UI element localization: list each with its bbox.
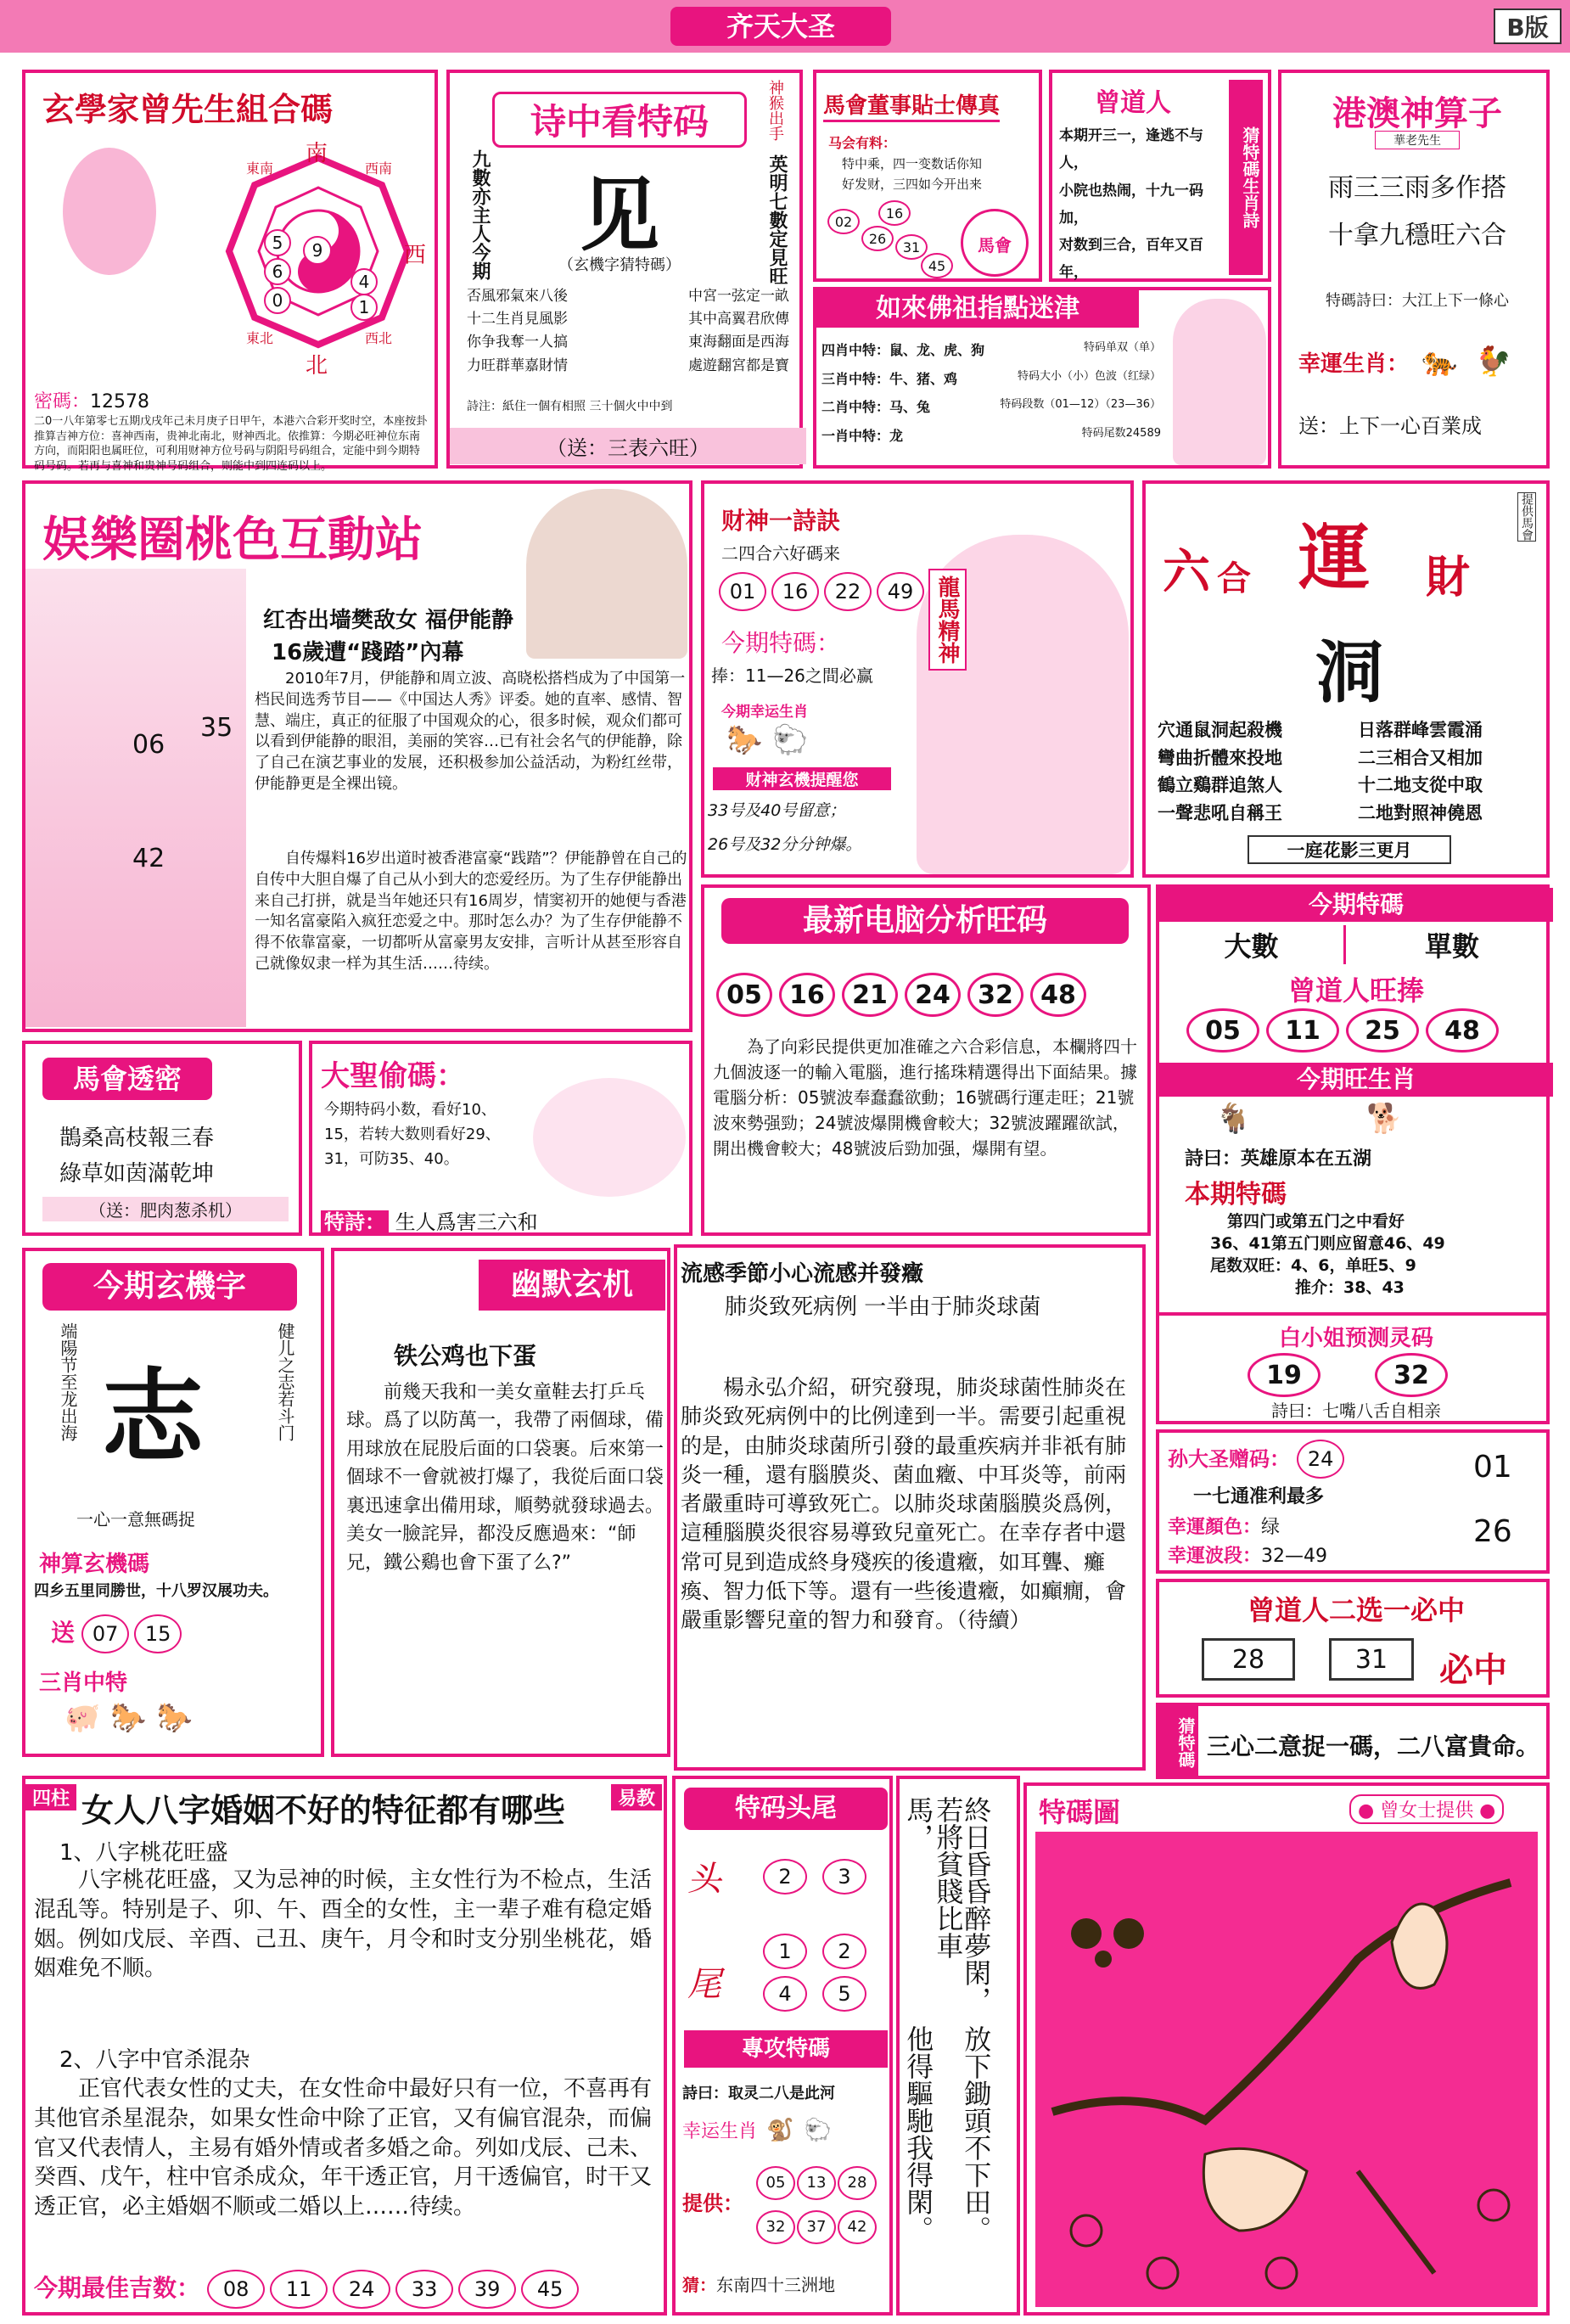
zhuangong-provide: 提供： xyxy=(682,2192,743,2215)
shizhong-col-left: 九數亦主人今期 xyxy=(469,149,491,280)
yule-title: 娱樂圈桃色互動站 xyxy=(42,513,423,568)
zengdaoren-line: 本期开三一，逢逃不与人， xyxy=(1059,127,1203,172)
dir-northwest: 西北 xyxy=(365,330,393,346)
sheep-icon: 🐑 xyxy=(804,2118,832,2143)
jinqi-ball: 05 xyxy=(1186,1008,1259,1053)
liuhe-t1: 六 xyxy=(1163,545,1210,600)
poem-line: 你争我奪一人搞 xyxy=(467,334,568,351)
panel-sundasheng xyxy=(1156,1429,1550,1574)
panel-rulai xyxy=(813,287,1271,469)
figure-number: 35 xyxy=(200,713,233,743)
youmo-body: 前幾天我和一美女童鞋去打乒乓球。爲了以防萬一，我帶了兩個球，備用球放在屁股后面的口袋裹。后來第一個球不一會就被打爆了，我從后面口袋裏迅速拿出備用球，順勢就發球過去。美女一臉詫异，都没反應過來：“師兄，鐵公鷄也會下蛋了么?” xyxy=(346,1382,664,1574)
bazi-best-row xyxy=(34,2270,581,2309)
xuanxue-text: 二0一八年第零七五期戊戌年己未月庚子日甲午，本港六合彩开奖时空，本座按卦推算吉神方位：喜神西南，贵神北南北，财神西北。依推算：今期必旺神位东南方向，而阳阳也属旺位，可利用财神方位号码与阴阳号码组合，定能中到今期特码号码。若再与喜神和贵神号码组合，则能中到四连码以上。 xyxy=(34,415,428,473)
bazi-s2: 2、八字中官杀混杂 xyxy=(59,2047,250,2073)
liuhe-lines-right xyxy=(1358,716,1483,827)
rooster-icon: 🐓 xyxy=(1475,345,1511,379)
xuanjizi-ball: 07 xyxy=(81,1614,129,1653)
zengdaoren-line: 小院也热闹，十九一码加， xyxy=(1059,182,1203,227)
diannao-ball: 05 xyxy=(716,973,772,1017)
jinqi-title: 今期特碼 xyxy=(1159,888,1553,922)
erxuanyi-box: 31 xyxy=(1329,1638,1414,1681)
liuhe-line: 十二地支從中取 xyxy=(1358,775,1483,796)
zhuangong-ball: 37 xyxy=(797,2210,836,2244)
poem-line: 十二生肖見風影 xyxy=(467,311,568,328)
caishen-ball: 16 xyxy=(771,572,819,611)
toumwei-head-ball: 3 xyxy=(822,1859,866,1895)
mahui-line: 好发财，三四如今开出来 xyxy=(842,177,983,192)
mahui-ball: 16 xyxy=(878,200,911,226)
panel-poem-cols xyxy=(896,1776,1020,2316)
poem-col: 放下鋤頭不下田。 xyxy=(960,2025,993,2243)
sundasheng-color-value: 绿 xyxy=(1261,1517,1281,1538)
caishen-reminder: 财神玄機提醒您 xyxy=(713,767,891,790)
rulai-key: 二肖中特：马、兔 xyxy=(821,399,931,416)
xuanjizi-ball: 15 xyxy=(134,1614,182,1653)
dir-southeast: 東南 xyxy=(246,160,274,177)
zhuangong-guess-text: 东南四十三洲地 xyxy=(716,2275,835,2295)
sundasheng-line: 一七通准利最多 xyxy=(1193,1486,1325,1507)
liuhe-corner: 提供馬會 xyxy=(1517,492,1536,542)
dir-north: 北 xyxy=(306,353,328,379)
bazi-best-ball: 33 xyxy=(395,2270,453,2309)
temtu-title: 特碼圖 xyxy=(1039,1796,1121,1828)
liuhe-line: 日落群峰雲霞涌 xyxy=(1358,720,1483,740)
zhuangong-ball: 13 xyxy=(797,2166,836,2200)
rulai-val: 特码尾数24589 xyxy=(1081,426,1161,440)
mahui-logo: 馬會 xyxy=(961,209,1029,277)
panel-baixiaojie xyxy=(1156,1312,1550,1424)
diannao-ball: 24 xyxy=(905,973,961,1017)
zhuangong-ball: 42 xyxy=(838,2210,877,2244)
caishen-title: 财神一詩訣 xyxy=(721,507,841,535)
bagua-number: 9 xyxy=(303,236,332,265)
dasheng-poem xyxy=(321,1205,538,1235)
bazi-best-label: 今期最佳吉数： xyxy=(34,2274,201,2302)
zhuangong-balls xyxy=(755,2161,891,2249)
gangao-lucky-label: 幸運生肖： xyxy=(1298,351,1410,377)
rulai-rows xyxy=(821,336,1161,450)
caishen-tq-label: 今期特碼： xyxy=(721,629,841,657)
liugan-title: 流感季節小心流感并發癥 xyxy=(681,1261,924,1287)
panel-yule xyxy=(22,480,692,1032)
horse-icon: 🐎 xyxy=(156,1701,193,1735)
bagua-number: 5 xyxy=(264,229,291,256)
bazi-tag-right: 易教 xyxy=(611,1784,662,1810)
liugan-body: 楊永弘介紹，研究發現，肺炎球菌性肺炎在肺炎致死病例中的比例達到一半。需要引起重視的是，由肺炎球菌所引發的最重疾病并非祇有肺炎一種，還有腦膜炎、菌血癥、中耳炎等，前兩者嚴重時可導致死亡。以肺炎球菌腦膜炎爲例，這種腦膜炎很容易導致兒童死亡。在幸存者中還常可見到造成終身殘疾的後遺癥，如耳聾、癱瘓、智力低下等。還有一些後遺癥，如癲癇，會嚴重影響兒童的智力和發育。（待續） xyxy=(681,1375,1127,1632)
zhuangong-ball: 32 xyxy=(756,2210,795,2244)
panel-liugan xyxy=(674,1244,1146,1771)
liuhe-line: 彎曲折體來投地 xyxy=(1158,747,1282,768)
shizhong-sub: （玄機字猜特碼） xyxy=(558,256,681,274)
poem-col: 他得驅馳我得閑。 xyxy=(902,2025,935,2243)
panel-toumi xyxy=(22,1041,302,1236)
zhuangong-lucky-label: 幸运生肖 xyxy=(682,2121,758,2142)
xuanxue-title: 玄學家曾先生組合碼 xyxy=(42,91,334,128)
panel-caishen xyxy=(701,480,1134,878)
dasheng-poem-label: 特詩： xyxy=(321,1210,389,1234)
bazi-best-ball: 45 xyxy=(521,2270,579,2309)
figure-number: 42 xyxy=(132,844,165,873)
bazi-tag-left: 四柱 xyxy=(25,1784,76,1810)
panel-temtu xyxy=(1023,1782,1550,2316)
diannao-ball: 16 xyxy=(779,973,835,1017)
baixiaojie-title: 白小姐预测灵码 xyxy=(1278,1326,1433,1351)
shizhong-note: 詩注：紙住一個有相照 三十個火中中到 xyxy=(467,400,673,413)
caishen-note2: 26号及32分分钟爆。 xyxy=(708,835,862,854)
pig-icon: 🐖 xyxy=(64,1701,101,1735)
brand-title: 齐天大圣 xyxy=(670,7,891,46)
baixiaojie-ball: 32 xyxy=(1375,1353,1448,1397)
celebrity-photo xyxy=(526,489,687,659)
dir-west: 西 xyxy=(404,243,427,268)
liuhe-t2: 合 xyxy=(1217,559,1251,598)
poem-col: 終日昏昏醉夢閑， xyxy=(960,1796,993,2013)
xuanjizi-t2: 神算玄機碼 xyxy=(39,1552,150,1577)
zhuangong-guess xyxy=(682,2271,835,2296)
gangao-sig: 華老先生 xyxy=(1375,131,1460,149)
sundasheng-wave-label: 幸運波段： xyxy=(1168,1546,1262,1567)
mahui-ball: 02 xyxy=(827,209,860,234)
top-bar xyxy=(0,0,1570,53)
xuanjizi-title: 今期玄機字 xyxy=(42,1263,297,1311)
liuhe-t4: 財 xyxy=(1426,553,1471,603)
bazi-best-ball: 24 xyxy=(333,2270,390,2309)
panel-caitema xyxy=(1156,1703,1550,1779)
toumwei-tail-label: 尾 xyxy=(687,1965,721,2004)
mahui-line: 特中乘，四一变数话你知 xyxy=(842,156,983,171)
mahui-label: 马会有料： xyxy=(828,135,897,151)
diannao-balls xyxy=(713,973,1090,1017)
gangao-line2: 十拿九穩旺六合 xyxy=(1328,221,1506,250)
poem-col: 若將貧賤比車馬， xyxy=(902,1796,965,1959)
zhuangong-guess-label: 猜： xyxy=(682,2275,716,2295)
bazi-best-ball: 08 xyxy=(207,2270,265,2309)
sheep-icon: 🐑 xyxy=(772,723,809,757)
zengdaoren-line: 对数到三合，百年又百年， xyxy=(1059,237,1203,282)
dasheng-title: 大聖偷碼： xyxy=(321,1059,465,1093)
caishen-ball: 49 xyxy=(877,572,924,611)
temtu-image xyxy=(1035,1832,1538,2307)
dir-southwest: 西南 xyxy=(365,160,393,177)
youmo-headline: 铁公鸡也下蛋 xyxy=(394,1342,537,1370)
rulai-val: 特码单双（单） xyxy=(1083,341,1161,354)
sundasheng-color-label: 幸運顏色： xyxy=(1168,1517,1262,1538)
sundasheng-r2: 26 xyxy=(1473,1514,1512,1549)
panel-xuanjizi xyxy=(22,1248,324,1757)
caishen-note1: 33号及40号留意； xyxy=(708,801,846,820)
youmo-title: 幽默玄机 xyxy=(479,1260,665,1311)
xuanjizi-right-vert: 健儿之志若斗门 xyxy=(275,1322,295,1441)
gangao-title: 港澳神算子 xyxy=(1332,94,1502,133)
zengdaoren-side: 猜特碼生肖詩 xyxy=(1229,80,1263,275)
temtu-provide: ● 曾女士提供 ● xyxy=(1349,1794,1504,1824)
jinqi-ball: 11 xyxy=(1266,1008,1339,1053)
jinqi-balls xyxy=(1183,1008,1502,1053)
jinqi-c2: 單數 xyxy=(1424,930,1479,963)
caishen-ball: 01 xyxy=(719,572,766,611)
avatar xyxy=(63,148,156,275)
xuanjizi-send: 送 xyxy=(51,1619,76,1647)
caishen-lucky-icons xyxy=(721,723,814,757)
jinqi-t3: 本期特碼 xyxy=(1185,1180,1287,1210)
wang-icons xyxy=(1210,1102,1408,1136)
rulai-key: 四肖中特：鼠、龙、虎、狗 xyxy=(821,342,985,358)
poem-line: 力旺群華嘉財情 xyxy=(467,356,568,374)
gangao-lucky xyxy=(1298,345,1517,379)
baixiaojie-poem: 詩曰：七嘴八舌自相亲 xyxy=(1271,1401,1441,1421)
edition-label: B版 xyxy=(1494,8,1562,44)
erxuanyi-box: 28 xyxy=(1202,1638,1295,1681)
erxuanyi-must: 必中 xyxy=(1439,1651,1507,1690)
toumi-l2: 綠草如茵滿乾坤 xyxy=(59,1161,215,1187)
jinqi-sub: 曾道人旺捧 xyxy=(1287,974,1424,1007)
caitema-text: 三心二意捉一碼，二八富貴命。 xyxy=(1207,1732,1540,1760)
shizhong-poem xyxy=(467,285,789,378)
caishen-lucky-label: 今期幸运生肖 xyxy=(721,704,808,721)
xuanjizi-send-row xyxy=(51,1614,184,1653)
sundasheng-ball: 24 xyxy=(1297,1440,1344,1479)
xuanjizi-sub: 一心一意無碼捉 xyxy=(76,1509,195,1530)
rulai-val: 特码大小（小）色波（红绿） xyxy=(1017,369,1161,383)
yule-body2: 自传爆料16岁出道时被香港富豪“践踏”？伊能静曾在自己的自传中大胆自爆了自己从小到大的恋爱经历。为了生存伊能静出来自己打拼，就是当年她还只有16周岁，情窦初开的她便与香港一知名富豪陷入疯狂恋爱之中。那时怎么办？为了生存伊能静不得不依靠富豪，一切都听从富豪男友安排，言听计从甚至形容自己就像奴隶一样为其生活……待续。 xyxy=(255,850,687,974)
dir-south: 南 xyxy=(306,141,328,166)
toumwei-tail-ball: 4 xyxy=(763,1976,807,2012)
liuhe-footer: 一庭花影三更月 xyxy=(1248,835,1451,864)
rulai-title: 如來佛祖指點迷津 xyxy=(816,290,1139,328)
toumwei-title: 特码头尾 xyxy=(684,1788,888,1830)
baixiaojie-ball: 19 xyxy=(1248,1353,1320,1397)
panel-mahui xyxy=(813,70,1042,282)
bazi-best-ball: 39 xyxy=(458,2270,516,2309)
liuhe-big: 洞 xyxy=(1315,633,1383,712)
bagua-number: 1 xyxy=(350,294,378,321)
dasheng-body: 今期特码小数，看好10、15，若转大数则看好29、31，可防35、40。 xyxy=(324,1101,501,1168)
diannao-ball: 48 xyxy=(1030,973,1086,1017)
erxuanyi-title: 曾道人二选一必中 xyxy=(1247,1594,1465,1626)
toumwei-tail-ball: 2 xyxy=(822,1934,866,1969)
sundasheng-wave-value: 32—49 xyxy=(1261,1546,1328,1567)
horse-icon: 🐎 xyxy=(110,1701,147,1735)
mahui-ball: 31 xyxy=(895,234,928,260)
bagua-number: 4 xyxy=(350,268,378,295)
xuanjizi-left-vert: 端陽节至龙出海 xyxy=(58,1322,78,1441)
liugan-sub: 肺炎致死病例 一半由于肺炎球菌 xyxy=(725,1294,1041,1320)
gangao-line1: 雨三三雨多作搭 xyxy=(1328,173,1506,203)
liuhe-line: 二三相合又相加 xyxy=(1358,747,1483,768)
panel-diannao xyxy=(701,884,1151,1236)
bagua-diagram xyxy=(212,141,427,379)
jinqi-l3: 尾数双旺：4、6，单旺5、9 xyxy=(1210,1256,1416,1275)
liuhe-line: 鶴立鷄群追煞人 xyxy=(1158,775,1282,796)
panel-youmo xyxy=(331,1248,670,1757)
monkey-figure xyxy=(533,1078,686,1197)
liuhe-line: 二地對照神僥恩 xyxy=(1358,802,1483,823)
panel-liuhe xyxy=(1142,480,1550,878)
xuanjizi-line: 四乡五里同勝世，十八罗汉展功夫。 xyxy=(34,1582,278,1600)
diannao-ball: 21 xyxy=(842,973,898,1017)
code-value: 12578 xyxy=(90,391,150,413)
liuhe-lines-left xyxy=(1158,716,1282,827)
toumwei-head-ball: 2 xyxy=(763,1859,807,1895)
buddha-figure xyxy=(1173,299,1266,465)
toumi-title: 馬會透密 xyxy=(42,1058,212,1100)
diannao-body: 為了向彩民提供更加准確之六合彩信息，本欄將四十九個波逐一的輸入電腦，進行搖珠精選得出下面結果。據電腦分析：05號波奉蠢蠢欲動；16號碼行運走旺；21號波來勢强勁；24號波爆開機會較大；32號波躍躍欲試，開出機會較大；48號波后勁加强，爆開有望。 xyxy=(713,1036,1137,1159)
mahui-ball: 26 xyxy=(861,226,894,251)
poem-line: 其中高翼君欣傳 xyxy=(688,311,789,328)
jinqi-ball: 25 xyxy=(1346,1008,1419,1053)
bikini-figure xyxy=(25,569,246,1027)
rulai-key: 一肖中特：龙 xyxy=(821,427,904,444)
sundasheng-head xyxy=(1168,1440,1347,1479)
code-line xyxy=(34,387,149,413)
panel-zengdaoren xyxy=(1049,70,1271,282)
yule-subhead: 16歲遭“踐踏”內幕 xyxy=(272,640,464,665)
caishen-poem: 二四合六好碼来 xyxy=(721,543,840,564)
zhuangong-ball: 05 xyxy=(756,2166,795,2200)
jinqi-poem: 詩曰：英雄原本在五湖 xyxy=(1185,1148,1372,1170)
dog-icon: 🐕 xyxy=(1366,1102,1403,1136)
sundasheng-color xyxy=(1168,1513,1280,1539)
toumwei-tail-ball: 1 xyxy=(763,1934,807,1969)
sundasheng-title: 孙大圣赠码： xyxy=(1168,1447,1290,1471)
dasheng-poem-text: 生人爲害三六和 xyxy=(395,1210,538,1234)
sundasheng-r1: 01 xyxy=(1473,1450,1512,1485)
shizhong-big: 见 xyxy=(579,170,659,262)
jinqi-l1: 第四门或第五门之中看好 xyxy=(1227,1212,1405,1231)
shizhong-side: 神猴出手 xyxy=(766,80,784,141)
sundasheng-wave xyxy=(1168,1541,1327,1568)
mahui-title: 馬會董事貼士傳真 xyxy=(823,88,1000,122)
jinqi-c1: 大數 xyxy=(1159,925,1346,964)
rulai-key: 三肖中特：牛、猪、鸡 xyxy=(821,370,958,387)
liuhe-line: 一聲悲吼自稱王 xyxy=(1158,802,1282,823)
caitema-side: 猜特碼 xyxy=(1159,1706,1198,1779)
shizhong-col-right: 英明七數定見旺 xyxy=(766,154,788,285)
panel-erxuanyi xyxy=(1156,1579,1550,1698)
jinqi-l2: 36、41第五门则应留意46、49 xyxy=(1210,1234,1445,1253)
bagua-number: 6 xyxy=(264,258,291,285)
zengdaoren-title: 曾道人 xyxy=(1095,88,1171,118)
monkey-icon: 🐒 xyxy=(766,2118,794,2143)
bazi-best-ball: 11 xyxy=(270,2270,328,2309)
caishen-balls xyxy=(716,572,927,611)
panel-bazi xyxy=(22,1776,667,2316)
poem-line: 否風邪氣來八後 xyxy=(467,288,568,305)
dir-northeast: 東北 xyxy=(246,330,274,346)
panel-shizhong xyxy=(446,70,803,469)
mahui-ball: 45 xyxy=(921,253,953,278)
yule-headline: 红杏出墙樊敌女 福伊能静 xyxy=(263,608,514,633)
wang-shengxiao-title: 今期旺生肖 xyxy=(1159,1063,1553,1097)
tiger-icon: 🐅 xyxy=(1421,345,1458,379)
caishen-tq-text: 捧：11—26之間必赢 xyxy=(711,665,873,686)
jinqi-ball: 48 xyxy=(1426,1008,1499,1053)
liuhe-line: 穴通鼠洞起殺機 xyxy=(1158,720,1282,740)
bazi-s1: 1、八字桃花旺盛 xyxy=(59,1840,228,1866)
toumwei-tail-ball: 5 xyxy=(822,1976,866,2012)
panel-dasheng xyxy=(309,1041,692,1236)
jinqi-l4: 推介：38、43 xyxy=(1295,1278,1405,1297)
xuanjizi-t3: 三肖中特 xyxy=(39,1670,128,1696)
caishen-scroll: 龍馬精神 xyxy=(928,569,967,671)
panel-xuanxue xyxy=(22,70,438,473)
shizhong-title: 诗中看特码 xyxy=(492,92,747,148)
gangao-poem: 特碼詩曰：大江上下一條心 xyxy=(1326,292,1509,310)
diannao-ball: 32 xyxy=(967,973,1023,1017)
zhuangong-ball: 28 xyxy=(838,2166,877,2200)
poem-line: 東海翻面是西海 xyxy=(688,334,789,351)
baixiaojie-balls xyxy=(1244,1353,1451,1397)
diannao-title: 最新电脑分析旺码 xyxy=(721,898,1129,944)
zhuangong-poem: 詩曰：取灵二八是此河 xyxy=(682,2085,835,2102)
xuanjizi-icons xyxy=(59,1701,198,1735)
bazi-b2: 正官代表女性的丈夫，在女性命中最好只有一位，不喜再有其他官杀星混杂，如果女性命中除了正官，又有偏官混杂，而偏官又代表情人，主易有婚外情或者多婚之命。列如戊辰、己未、癸酉、戊午，柱中官杀成众，年干透正官，月干透偏官，时干又透正官，必主婚姻不顺或二婚以上……待续。 xyxy=(34,2076,653,2220)
code-label: 密碼： xyxy=(34,391,91,413)
horse-icon: 🐎 xyxy=(726,723,763,757)
figure-number: 06 xyxy=(132,730,165,760)
toumwei-head-label: 头 xyxy=(687,1860,721,1899)
rulai-val: 特码段数（01—12）（23—36） xyxy=(1000,398,1161,412)
zhuangong-lucky xyxy=(682,2117,837,2143)
xuanjizi-big: 志 xyxy=(102,1359,204,1477)
toumi-l1: 鵲桑高枝報三春 xyxy=(59,1126,215,1151)
panel-toumwei xyxy=(672,1776,893,2316)
bagua-number: 0 xyxy=(264,287,291,314)
poem-line: 處遊翻宮都是寶 xyxy=(688,356,789,374)
liuhe-t3: 運 xyxy=(1298,516,1371,599)
panel-jinqi xyxy=(1156,884,1550,1370)
zhuangong-title: 專攻特碼 xyxy=(684,2030,888,2068)
caishen-ball: 22 xyxy=(824,572,872,611)
goat-icon: 🐐 xyxy=(1215,1102,1252,1136)
bazi-title: 女人八字婚姻不好的特征都有哪些 xyxy=(81,1792,566,1829)
gangao-send: 送：上下一心百業成 xyxy=(1298,414,1482,438)
shizhong-send: （送：三表六旺） xyxy=(450,428,806,464)
panel-gangao xyxy=(1278,70,1550,469)
bazi-b1: 八字桃花旺盛，又为忌神的时候，主女性行为不检点，生活混乱等。特别是子、卯、午、酉全的女性，主一辈子难有稳定婚姻。例如戊辰、辛酉、己丑、庚午，月令和时支分别坐桃花，婚姻难免不顺。 xyxy=(34,1867,653,1982)
toumi-send: （送：肥肉葱杀机） xyxy=(42,1197,289,1221)
yule-body1: 2010年7月，伊能静和周立波、高晓松搭档成为了中国第一档民间选秀节目——《中国达人秀》评委。她的直率、感情、智慧、端庄，真正的征服了中国观众的心，很多时候，观众们都可以看到伊能静的眼泪，美丽的笑容…已有社会名气的伊能静，除了自己在演艺事业的发展，还积极参加公益活动，为粉红丝带，伊能静更是全裸出镜。 xyxy=(255,670,686,794)
poem-line: 中宮一弦定一畝 xyxy=(688,288,789,305)
